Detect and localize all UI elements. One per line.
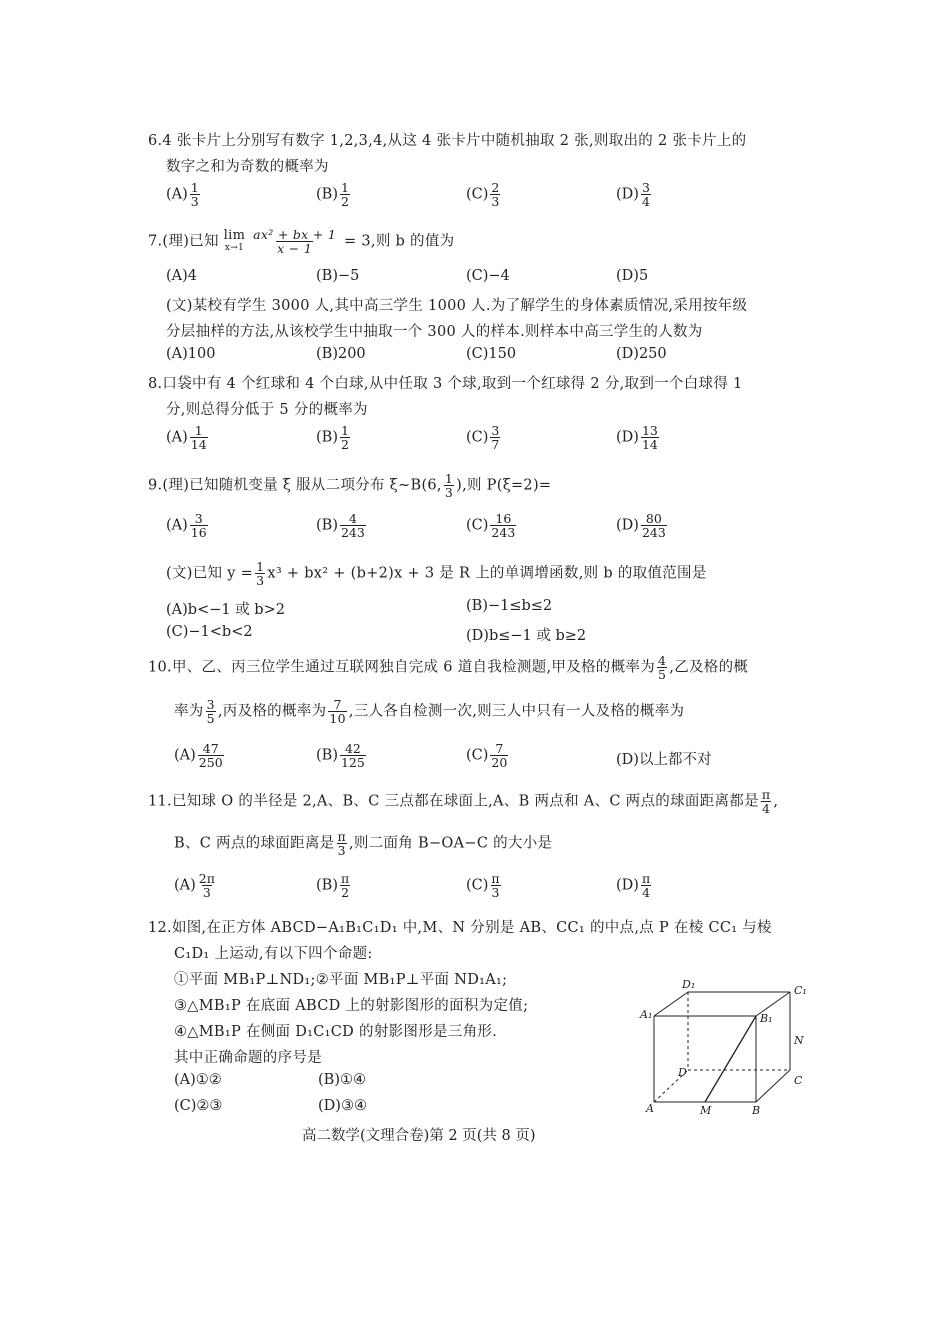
q7-wen-line1: (文)某校有学生 3000 人,其中高三学生 1000 人.为了解学生的身体素质情况,采用按年级 bbox=[166, 298, 748, 314]
q10-option-d[interactable]: (D)以上都不对 bbox=[616, 752, 712, 768]
q12-line1: 12.如图,在正方体 ABCD−A₁B₁C₁D₁ 中,M、N 分别是 AB、CC₁ 的中点,点 P 在棱 CC₁ 与棱 bbox=[148, 920, 772, 936]
q9-option-d[interactable]: (D) $\frac{80}{243}$ bbox=[616, 511, 666, 540]
q6-option-b[interactable]: (B) $\frac{1}{2}$ bbox=[316, 180, 349, 209]
q10-option-a[interactable]: (A) $\frac{47}{250}$ bbox=[174, 741, 223, 770]
label-d1: D₁ bbox=[682, 978, 696, 991]
q7-option-b[interactable]: (B)−5 bbox=[316, 268, 360, 284]
q12-option-b[interactable]: (B)①④ bbox=[318, 1072, 366, 1088]
q8-option-b[interactable]: (B) $\frac{1}{2}$ bbox=[316, 423, 349, 452]
q7-wen-option-c[interactable]: (C)150 bbox=[466, 346, 517, 362]
page-footer: 高二数学(文理合卷)第 2 页(共 8 页) bbox=[302, 1128, 536, 1144]
edge-a1d1 bbox=[654, 992, 688, 1016]
q12-ask: 其中正确命题的序号是 bbox=[174, 1050, 322, 1066]
q8-option-c[interactable]: (C) $\frac{3}{7}$ bbox=[466, 423, 500, 452]
q6-line2: 数字之和为奇数的概率为 bbox=[166, 159, 329, 175]
label-m: M bbox=[700, 1104, 712, 1117]
q9-option-c[interactable]: (C) $\frac{16}{243}$ bbox=[466, 511, 516, 540]
q8-option-a[interactable]: (A) $\frac{1}{14}$ bbox=[166, 423, 207, 452]
q10-line2: 率为 $\frac{3}{5}$ ,丙及格的概率为 $\frac{7}{10}$ ,三人各自检测一次,则三人中只有一人及格的概率为 bbox=[174, 697, 685, 726]
q7-option-a[interactable]: (A)4 bbox=[166, 268, 198, 284]
q9-wen-option-c[interactable]: (C)−1<b<2 bbox=[166, 624, 253, 640]
q10-option-b[interactable]: (B) $\frac{42}{125}$ bbox=[316, 741, 365, 770]
q9-wen-option-d[interactable]: (D)b≤−1 或 b≥2 bbox=[466, 628, 587, 644]
q12-prop-1-2: ①平面 MB₁P⊥ND₁;②平面 MB₁P⊥平面 ND₁A₁; bbox=[174, 972, 508, 988]
cube-figure bbox=[638, 978, 818, 1118]
q10-option-c[interactable]: (C) $\frac{7}{20}$ bbox=[466, 741, 508, 770]
label-d: D bbox=[678, 1066, 687, 1079]
q11-option-a[interactable]: (A) $\frac{2\pi}{3}$ bbox=[174, 871, 215, 900]
edge-bc bbox=[756, 1070, 790, 1102]
q11-option-c[interactable]: (C) $\frac{\pi}{3}$ bbox=[466, 871, 500, 900]
q12-option-c[interactable]: (C)②③ bbox=[174, 1098, 223, 1114]
label-c1: C₁ bbox=[794, 984, 807, 997]
q7-stem: 7.(理)已知 lim x→1 $\frac{\text{ax² + bx + 1}}{x - 1}$ = 3,则 b 的值为 bbox=[148, 227, 455, 256]
q11-option-b[interactable]: (B) $\frac{\pi}{2}$ bbox=[316, 871, 350, 900]
q12-option-a[interactable]: (A)①② bbox=[174, 1072, 222, 1088]
q10-line1: 10.甲、乙、丙三位学生通过互联网独自完成 6 道自我检测题,甲及格的概率为 $\frac{4}{5}$ ,乙及格的概 bbox=[148, 653, 749, 682]
q8-line2: 分,则总得分低于 5 分的概率为 bbox=[166, 402, 368, 418]
q9-wen-option-b[interactable]: (B)−1≤b≤2 bbox=[466, 598, 553, 614]
q7-wen-option-b[interactable]: (B)200 bbox=[316, 346, 366, 362]
q12-prop-3: ③△MB₁P 在底面 ABCD 上的射影图形的面积为定值; bbox=[174, 998, 529, 1014]
label-n: N bbox=[794, 1034, 804, 1047]
label-b: B bbox=[752, 1104, 761, 1117]
q7-wen-option-d[interactable]: (D)250 bbox=[616, 346, 667, 362]
q9-li-stem: 9.(理)已知随机变量 ξ 服从二项分布 ξ∼B(6, $\frac{1}{3}$ ),则 P(ξ=2)= bbox=[148, 471, 552, 500]
q12-line2: C₁D₁ 上运动,有以下四个命题: bbox=[174, 946, 373, 962]
q12-option-d[interactable]: (D)③④ bbox=[318, 1098, 367, 1114]
q6-option-c[interactable]: (C) $\frac{2}{3}$ bbox=[466, 180, 500, 209]
label-a: A bbox=[646, 1102, 654, 1115]
label-a1: A₁ bbox=[640, 1008, 653, 1021]
q9-wen-stem: (文)已知 y = $\frac{1}{3}$ x³ + bx² + (b+2)x + 3 是 R 上的单调增函数,则 b 的取值范围是 bbox=[166, 559, 707, 588]
label-c: C bbox=[794, 1074, 803, 1087]
q12-prop-4: ④△MB₁P 在侧面 D₁C₁CD 的射影图形是三角形. bbox=[174, 1024, 498, 1040]
q6-line1: 6.4 张卡片上分别写有数字 1,2,3,4,从这 4 张卡片中随机抽取 2 张,则取出的 2 张卡片上的 bbox=[148, 133, 747, 149]
q9-option-a[interactable]: (A) $\frac{3}{16}$ bbox=[166, 511, 207, 540]
label-b1: B₁ bbox=[760, 1012, 773, 1025]
q8-option-d[interactable]: (D) $\frac{13}{14}$ bbox=[616, 423, 658, 452]
q7-wen-option-a[interactable]: (A)100 bbox=[166, 346, 216, 362]
q9-wen-option-a[interactable]: (A)b<−1 或 b>2 bbox=[166, 602, 285, 618]
q7-wen-line2: 分层抽样的方法,从该校学生中抽取一个 300 人的样本.则样本中高三学生的人数为 bbox=[166, 324, 703, 340]
q11-option-d[interactable]: (D) $\frac{\pi}{4}$ bbox=[616, 871, 651, 900]
q11-line1: 11.已知球 O 的半径是 2,A、B、C 三点都在球面上,A、B 两点和 A、C 两点的球面距离都是 $\frac{\pi}{4}$ , bbox=[148, 787, 779, 816]
q8-line1: 8.口袋中有 4 个红球和 4 个白球,从中任取 3 个球,取到一个红球得 2 分,取到一个白球得 1 bbox=[148, 376, 743, 392]
q9-option-b[interactable]: (B) $\frac{4}{243}$ bbox=[316, 511, 365, 540]
q7-option-c[interactable]: (C)−4 bbox=[466, 268, 510, 284]
segment-mb1 bbox=[705, 1016, 756, 1102]
q6-option-d[interactable]: (D) $\frac{3}{4}$ bbox=[616, 180, 650, 209]
q6-option-a[interactable]: (A) $\frac{1}{3}$ bbox=[166, 180, 199, 209]
q7-option-d[interactable]: (D)5 bbox=[616, 268, 649, 284]
q11-line2: B、C 两点的球面距离是 $\frac{\pi}{3}$ ,则二面角 B−OA−C 的大小是 bbox=[174, 829, 553, 858]
